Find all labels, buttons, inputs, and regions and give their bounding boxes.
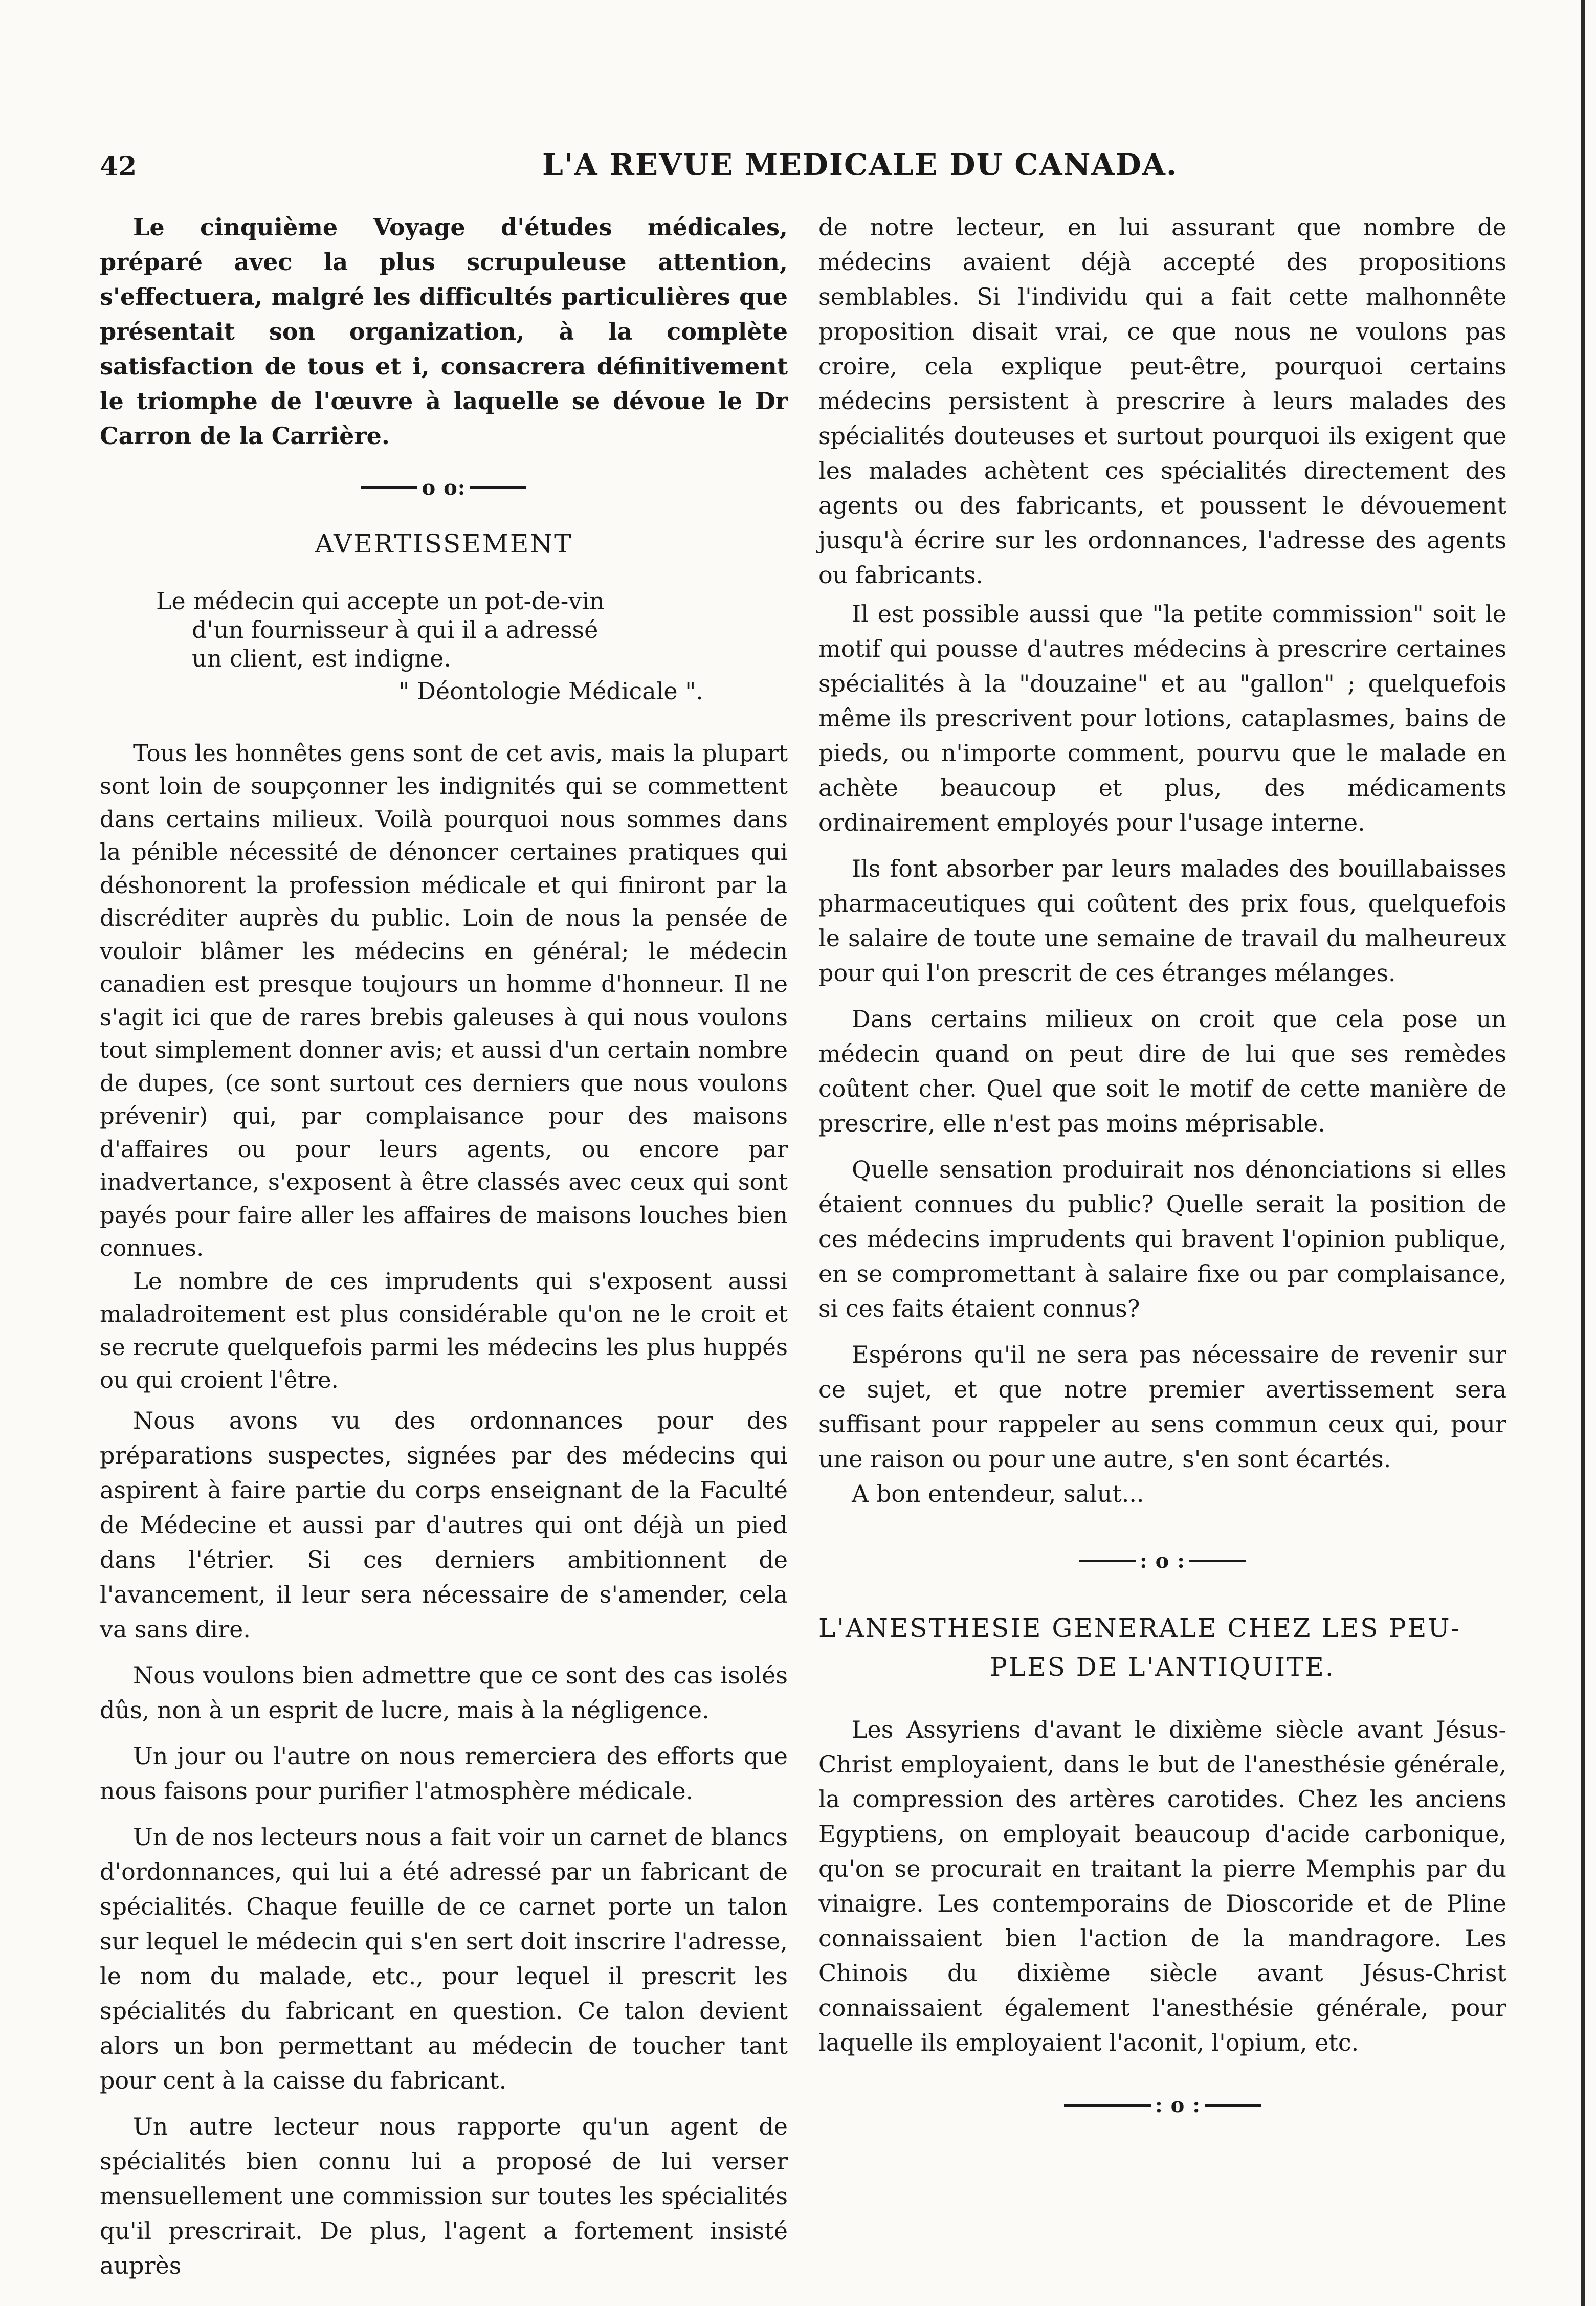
intro-paragraph: Le cinquième Voyage d'études médicales, préparé avec la plus scrupuleuse attention, s'effectuera, malgré les difficultés particulières que présentait son organization, à la complète satisfaction de tous et i, consacrera définitivement le triomphe de l'œuvre à laquelle se dévoue le Dr Carron de la Carrière.: [100, 213, 788, 450]
separator: : o :: [818, 1547, 1506, 1573]
body-paragraph: Tous les honnêtes gens sont de cet avis, mais la plupart sont loin de soupçonner les indignités qui se commettent dans certains milieux. Voilà pourquoi nous sommes dans la pénible nécessité de dénoncer certaines pratiques qui déshonorent la profession médicale et qui finiront par la discréditer auprès du public. Loin de nous la pensée de vouloir blâmer les médecins en général; le médecin canadien est presque toujours un homme d'honneur. Il ne s'agit ici que de rares brebis galeuses à qui nous voulons tout simplement donner avis; et aussi d'un certain nombre de dupes, (ce sont surtout ces derniers que nous voulons prévenir) qui, par complaisance pour des maisons d'affaires ou pour leurs agents, ou encore par inadvertance, s'exposent à être classés avec ceux qui sont payés pour faire aller les affaires de maisons louches bien connues.: [100, 739, 788, 1261]
body-paragraph: Un autre lecteur nous rapporte qu'un agent de spécialités bien connu lui a proposé de lui verser mensuellement une commission sur toutes les spécialités qu'il prescrirait. De plus, l'agent a fortement insisté auprès: [100, 2112, 788, 2279]
page-number: 42: [100, 151, 137, 182]
heading-line: L'ANESTHESIE GENERALE CHEZ LES PEU-: [818, 1613, 1461, 1643]
body-paragraph: Nous avons vu des ordonnances pour des préparations suspectes, signées par des médecins qui aspirent à faire partie du corps enseignant de la Faculté de Médecine et aussi par d'autres qui ont déjà un pied dans l'étrier. Si ces derniers ambitionnent de l'avancement, il leur sera nécessaire de s'amender, cela va sans dire.: [100, 1406, 788, 1643]
section-heading: [818, 1609, 1506, 1687]
body-paragraph: Un de nos lecteurs nous a fait voir un carnet de blancs d'ordonnances, qui lui a été adressé par un fabricant de spécialités. Chaque feuille de ce carnet porte un talon sur lequel le médecin qui s'en sert doit inscrire l'adresse, le nom du malade, etc., pour lequel il prescrit les spécialités du fabricant en question. Ce talon devient alors un bon permettant au médecin de toucher tant pour cent à la caisse du fabricant.: [100, 1823, 788, 2094]
separator: o o:: [100, 474, 788, 500]
body-dense: [100, 737, 788, 1397]
epigraph-source: " Déontologie Médicale ".: [398, 677, 703, 705]
body-paragraph: Espérons qu'il ne sera pas nécessaire de revenir sur ce sujet, et que notre premier avertissement sera suffisant pour rappeler au sens commun ceux qui, pour une raison ou pour une autre, s'en sont écartés.: [818, 1341, 1506, 1473]
running-head: L'A REVUE MEDICALE DU CANADA.: [542, 147, 1178, 182]
body-paragraph: Le nombre de ces imprudents qui s'exposent aussi maladroitement est plus considérable qu'on ne le croit et se recrute quelquefois parmi les médecins les plus huppés ou qui croient l'être.: [100, 1267, 788, 1393]
epigraph: [156, 587, 760, 705]
left-column: [100, 210, 788, 2283]
body-paragraph: A bon entendeur, salut...: [852, 1480, 1144, 1507]
body-paragraph: Il est possible aussi que "la petite commission" soit le motif qui pousse d'autres médecins à prescrire certaines spécialités à la "douzaine" et au "gallon" ; quelquefois même ils prescrivent pour lotions, cataplasmes, bains de pieds, ou n'importe comment, pourvu que le malade en achète beaucoup et plus, des médicaments ordinairement employés pour l'usage interne.: [818, 600, 1506, 836]
body-paragraph: Dans certains milieux on croit que cela pose un médecin quand on peut dire de lui que ses remèdes coûtent cher. Quel que soit le motif de cette manière de prescrire, elle n'est pas moins méprisable.: [818, 1005, 1506, 1137]
separator: : o :: [818, 2092, 1506, 2118]
epigraph-line: d'un fournisseur à qui il a adressé: [192, 615, 598, 644]
epigraph-line: un client, est indigne.: [192, 644, 451, 672]
body-paragraph: Les Assyriens d'avant le dixième siècle avant Jésus-Christ employaient, dans le but de l'anesthésie générale, la compression des artères carotides. Chez les anciens Egyptiens, on employait beaucoup d'acide carbonique, qu'on se procurait en traitant la pierre Memphis par du vinaigre. Les contemporains de Dioscoride et de Pline connaissaient bien l'action de la mandragore. Les Chinois du dixième siècle avant Jésus-Christ connaissaient également l'anesthésie générale, pour laquelle ils employaient l'aconit, l'opium, etc.: [818, 1715, 1506, 2056]
body-loose: [100, 1403, 788, 2283]
page-edge: [1581, 0, 1585, 2306]
epigraph-line: Le médecin qui accepte un pot-de-vin: [156, 587, 605, 615]
section-heading: AVERTISSEMENT: [315, 528, 573, 559]
right-column: [818, 210, 1506, 2117]
body-paragraph: Quelle sensation produirait nos dénonciations si elles étaient connues du public? Quelle serait la position de ces médecins imprudents qui bravent l'opinion publique, en se compromettant à salaire fixe ou par complaisance, si ces faits étaient connus?: [818, 1156, 1506, 1322]
body-paragraph: Nous voulons bien admettre que ce sont des cas isolés dûs, non à un esprit de lucre, mais à la négligence.: [100, 1661, 788, 1724]
body-paragraph: Un jour ou l'autre on nous remerciera des efforts que nous faisons pour purifier l'atmosphère médicale.: [100, 1742, 788, 1805]
body-paragraph: Ils font absorber par leurs malades des bouillabaisses pharmaceutiques qui coûtent des prix fous, quelquefois le salaire de toute une semaine de travail du malheureux pour qui l'on prescrit de ces étranges mélanges.: [818, 855, 1506, 987]
body-paragraph: de notre lecteur, en lui assurant que nombre de médecins avaient déjà accepté des propositions semblables. Si l'individu qui a fait cette malhonnête proposition disait vrai, ce que nous ne voulons pas croire, cela explique peut-être, pourquoi certains médecins persistent à prescrire à leurs malades des spécialités douteuses et surtout pourquoi ils exigent que les malades achètent ces spécialités directement des agents ou des fabricants, et poussent le dévouement jusqu'à écrire sur les ordonnances, l'adresse des agents ou fabricants.: [818, 213, 1506, 589]
heading-line: PLES DE L'ANTIQUITE.: [990, 1652, 1335, 1682]
